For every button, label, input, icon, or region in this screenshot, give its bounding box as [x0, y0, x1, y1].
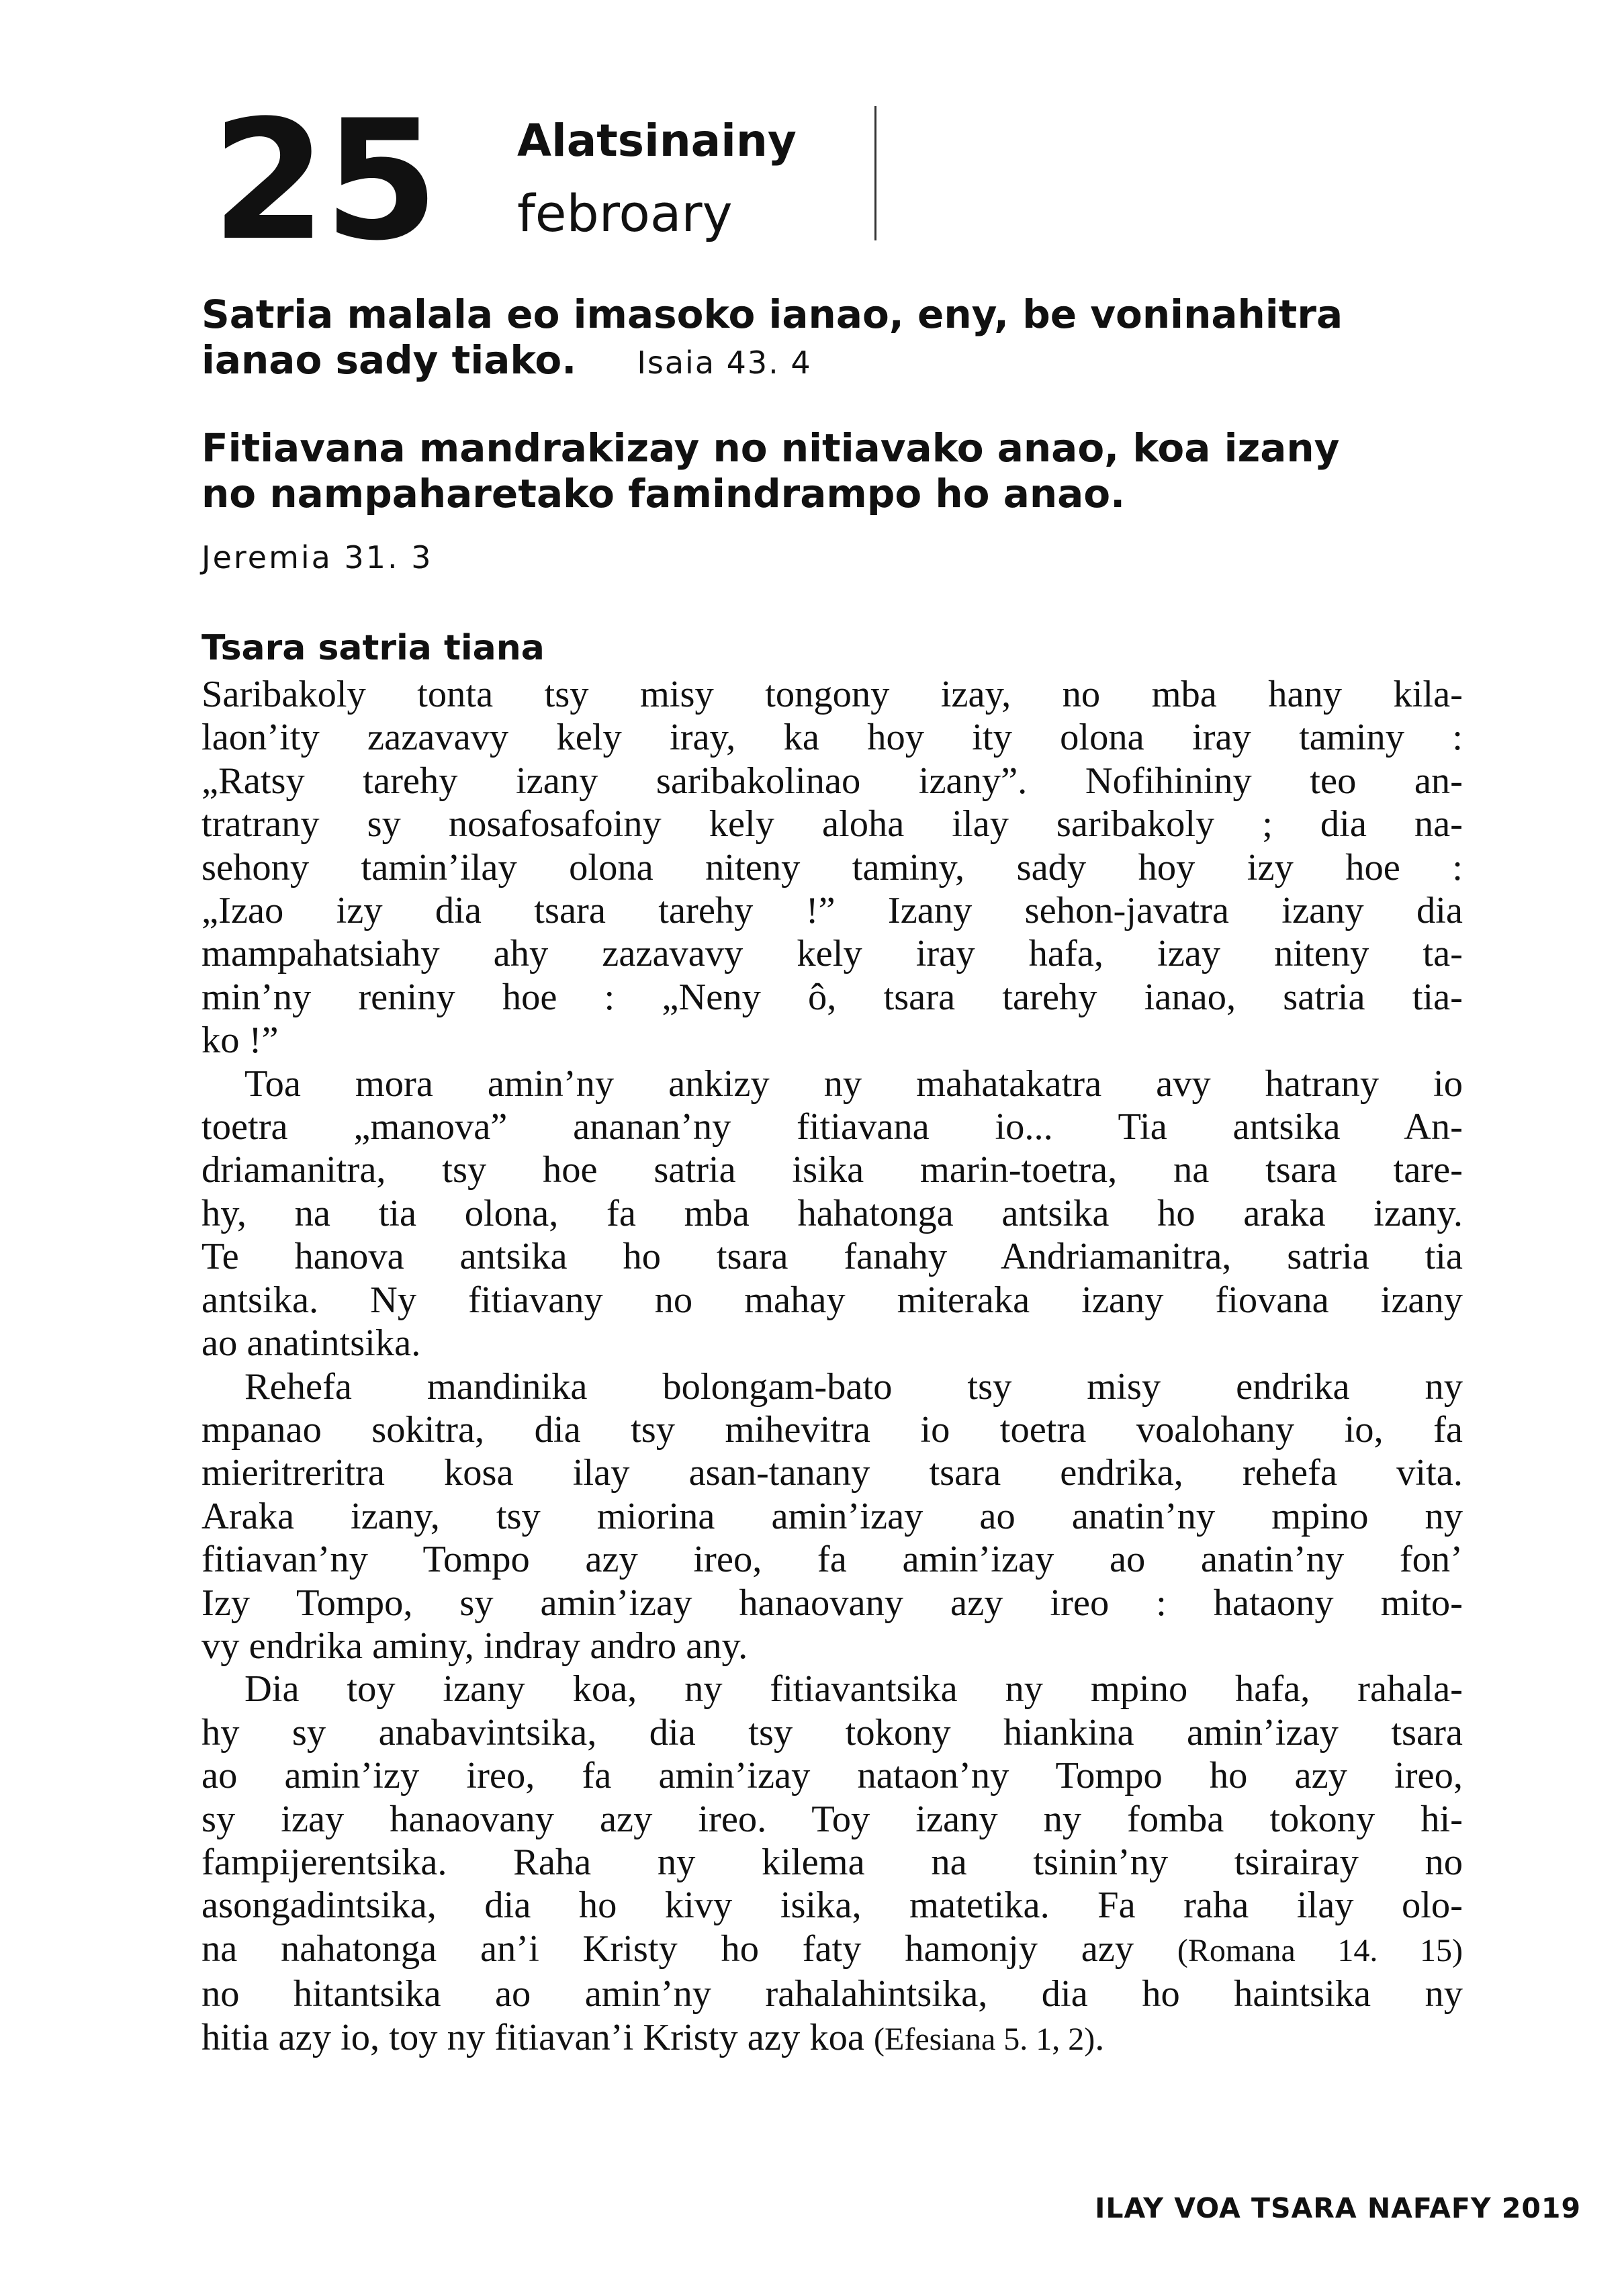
verse-jeremia	[201, 425, 1478, 516]
body-line: asongadintsika, dia ho kivy isika, matetika. Fa raha ilay olo-	[201, 1884, 1463, 1927]
verse-line	[201, 337, 1478, 385]
body-line: Dia toy izany koa, ny fitiavantsika ny mpino hafa, rahala-	[244, 1668, 1463, 1711]
body-line: mampahatsiahy ahy zazavavy kely iray hafa, izay niteny ta-	[201, 933, 1463, 975]
body-line: Te hanova antsika ho tsara fanahy Andriamanitra, satria tia	[201, 1236, 1463, 1278]
body-line: driamanitra, tsy hoe satria isika marin-toetra, na tsara tare-	[201, 1149, 1463, 1191]
body-line: Toa mora amin’ny ankizy ny mahatakatra avy hatrany io	[244, 1062, 1463, 1105]
scripture-reference: (Efesiana 5. 1, 2)	[874, 2021, 1095, 2057]
header-divider	[874, 106, 876, 240]
date-header	[212, 85, 883, 277]
weekday: Alatsinainy	[517, 115, 797, 167]
body-line: hy sy anabavintsika, dia tsy tokony hiankina amin’izay tsara	[201, 1711, 1463, 1754]
body-line: vy endrika aminy, indray andro any.	[201, 1625, 748, 1667]
body-line: sehony tamin’ilay olona niteny taminy, sady hoy izy hoe :	[201, 846, 1463, 889]
body-line: hy, na tia olona, fa mba hahatonga antsika ho araka izany.	[201, 1192, 1463, 1234]
body-line-text: hitia azy io, toy ny fitiavan’i Kristy azy koa	[201, 2016, 864, 2058]
body-line: antsika. Ny fitiavany no mahay miteraka izany fiovana izany	[201, 1279, 1463, 1321]
body-line: ao amin’izy ireo, fa amin’izay nataon’ny Tompo ho azy ireo,	[201, 1755, 1463, 1797]
body-line: Izy Tompo, sy amin’izay hanaovany azy ireo : hataony mito-	[201, 1582, 1463, 1624]
body-line: Araka izany, tsy miorina amin’izay ao anatin’ny mpino ny	[201, 1495, 1463, 1537]
body-line: no hitantsika ao amin’ny rahalahintsika, dia ho haintsika ny	[201, 1973, 1463, 2015]
body-line: ao anatintsika.	[201, 1322, 421, 1365]
body-line: ko !”	[201, 1019, 279, 1062]
body-line: mieritreritra kosa ilay asan-tanany tsara endrika, rehefa vita.	[201, 1452, 1463, 1494]
verse-reference: Jeremia 31. 3	[201, 539, 433, 576]
body-line: Saribakoly tonta tsy misy tongony izay, no mba hany kila-	[201, 674, 1463, 715]
body-line: „Ratsy tarehy izany saribakolinao izany”. Nofihininy teo an-	[201, 760, 1463, 802]
closing-period: .	[1095, 2016, 1105, 2058]
scripture-reference: (Romana 14. 15)	[1177, 1932, 1463, 1968]
verse-isaia	[201, 291, 1478, 385]
devotional-body	[201, 673, 1463, 2061]
body-line: „Izao izy dia tsara tarehy !” Izany sehon-javatra izany dia	[201, 890, 1463, 932]
body-line: Rehefa mandinika bolongam-bato tsy misy endrika ny	[244, 1365, 1463, 1408]
body-line: mpanao sokitra, dia tsy mihevitra io toetra voalohany io, fa	[201, 1408, 1463, 1451]
footer-publication: ILAY VOA TSARA NAFAFY 2019	[1095, 2192, 1581, 2224]
month: febroary	[517, 183, 733, 243]
body-line: tratrany sy nosafosafoiny kely aloha ilay saribakoly ; dia na-	[201, 803, 1463, 846]
body-line-text: na nahatonga an’i Kristy ho faty hamonjy azy	[201, 1927, 1134, 1970]
verse-line: Fitiavana mandrakizay no nitiavako anao, koa izany	[201, 425, 1340, 471]
body-line	[201, 2016, 1463, 2061]
body-line: toetra „manova” ananan’ny fitiavana io... Tia antsika An-	[201, 1106, 1463, 1148]
body-line: laon’ity zazavavy kely iray, ka hoy ity olona iray taminy :	[201, 717, 1463, 759]
verse-reference: Isaia 43. 4	[637, 345, 812, 381]
body-line: fitiavan’ny Tompo azy ireo, fa amin’izay ao anatin’ny fon’	[201, 1539, 1463, 1581]
section-title: Tsara satria tiana	[201, 628, 545, 668]
verse-line-text: ianao sady tiako.	[201, 337, 577, 383]
body-line	[201, 1927, 1463, 1972]
body-line: min’ny reniny hoe : „Neny ô, tsara tarehy ianao, satria tia-	[201, 976, 1463, 1018]
day-number: 25	[212, 85, 437, 277]
verse-line: no nampaharetako famindrampo ho anao.	[201, 471, 1126, 516]
body-line: fampijerentsika. Raha ny kilema na tsinin’ny tsirairay no	[201, 1841, 1463, 1883]
body-line: sy izay hanaovany azy ireo. Toy izany ny fomba tokony hi-	[201, 1798, 1463, 1840]
verse-line: Satria malala eo imasoko ianao, eny, be voninahitra	[201, 291, 1343, 337]
